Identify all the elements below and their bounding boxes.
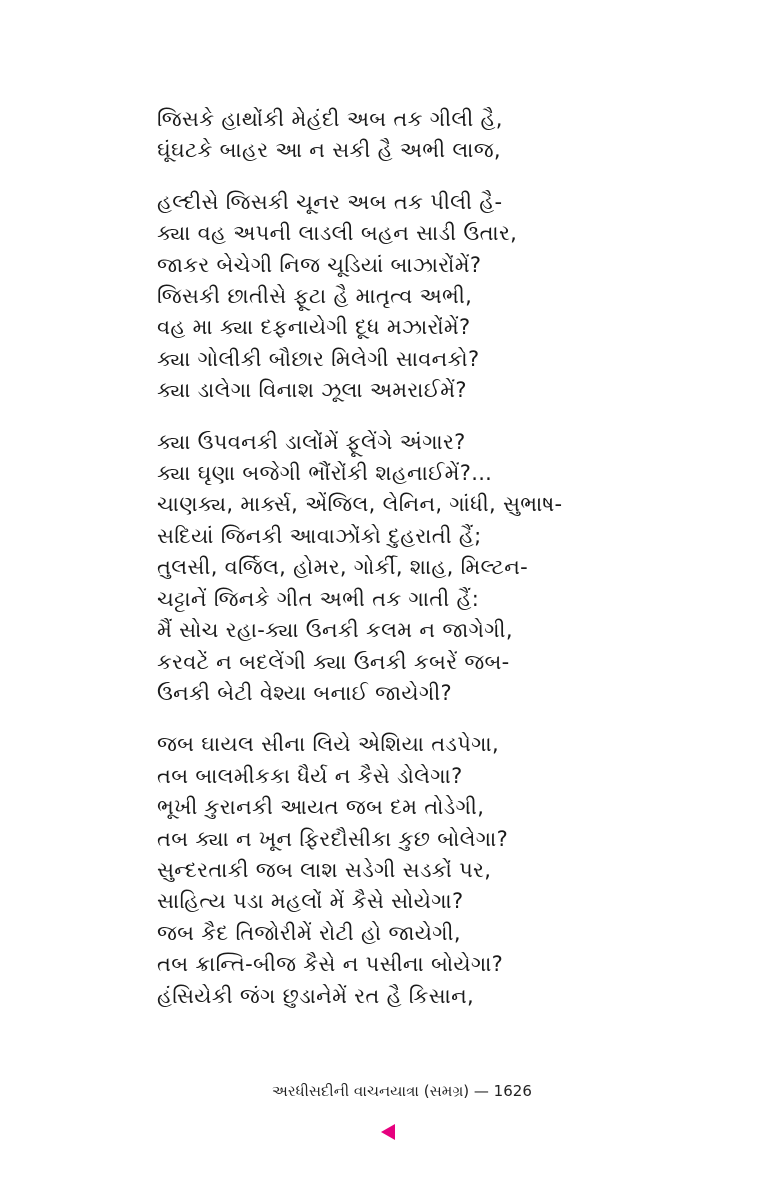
- poem-line: ઉનકી બેટી વેશ્યા બનાઈ જાયેગી?: [157, 680, 452, 705]
- poem-line: ઘૂંઘટકે બાહર આ ન સકી હૈ અભી લાજ,: [157, 138, 501, 163]
- poem-line: જબ કૈદ તિજોરીમેં રોટી હો જાયેગી,: [157, 920, 461, 945]
- poem-stanza-4: [157, 729, 627, 1012]
- poem-line: ક્યા વહ અપની લાડલી બહન સાડી ઉતાર,: [157, 221, 518, 246]
- poem-line: જિસકે હાથોંકી મેહંદી અબ તક ગીલી હૈ,: [157, 107, 503, 131]
- poem-line: ક્યા ગોલીકી બૌછાર મિલેગી સાવનકો?: [157, 346, 480, 371]
- left-triangle-icon[interactable]: [381, 1124, 395, 1140]
- poem-line: મૈં સોચ રહા-ક્યા ઉનકી કલમ ન જાગેગી,: [157, 618, 513, 643]
- poem-line: તબ બાલમીકકા ધૈર્ય ન કૈસે ડોલેગા?: [157, 763, 463, 788]
- poem-stanza-3: [157, 427, 627, 710]
- poem-line: ક્યા ઘૃણા બજેગી ભૌંરોંકી શહનાઈમેં?...: [157, 461, 493, 486]
- poem-line: જાકર બેચેગી નિજ ચૂડિયાં બાઝારોંમેં?: [157, 252, 482, 277]
- poem-line: ચાણક્ય, માર્ક્સ, એંજિલ, લેનિન, ગાંધી, સુભાષ-: [157, 492, 563, 517]
- poem-line: જિસકી છાતીસે ફૂટા હૈ માતૃત્વ અભી,: [157, 284, 473, 309]
- poem-line: ચટ્ટાનેં જિનકે ગીત અભી તક ગાતી હૈં:: [157, 586, 480, 611]
- poem-stanza-2: [157, 187, 627, 407]
- poem-line: ભૂખી કુરાનકી આયત જબ દમ તોડેગી,: [157, 795, 485, 820]
- poem-line: સદિયાં જિનકી આવાઝોંકો દુહરાતી હૈં;: [157, 523, 482, 548]
- poem-line: ક્યા ઉપવનકી ડાલોંમેં ફૂલેંગે અંગાર?: [157, 429, 466, 454]
- poem-body: [157, 104, 627, 1012]
- poem-line: ક્યા ડાલેગા વિનાશ ઝૂલા અમરાઈમેં?: [157, 378, 467, 403]
- poem-line: તુલસી, વર્જિલ, હોમર, ગોર્કી, શાહ, મિલ્ટન-: [157, 555, 529, 580]
- poem-line: હલ્દીસે જિસકી ચૂનર અબ તક પીલી હૈ-: [157, 189, 503, 214]
- page-footer: અરધીસદીની વાચનયાત્રા (સમગ્ર) — 1626: [272, 1082, 532, 1100]
- poem-stanza-1: [157, 104, 627, 167]
- poem-line: જબ ઘાયલ સીના લિયે એશિયા તડપેગા,: [157, 732, 499, 757]
- poem-line: તબ ક્રાન્તિ-બીજ કૈસે ન પસીના બોયેગા?: [157, 952, 504, 977]
- poem-line: તબ ક્યા ન ખૂન ફિરદૌસીકા કુછ બોલેગા?: [157, 826, 509, 851]
- poem-line: સાહિત્ય પડા મહલોં મેં કૈસે સોયેગા?: [157, 889, 464, 914]
- poem-line: વહ મા ક્યા દફનાયેગી દૂધ મઝારોંમેં?: [157, 315, 471, 340]
- poem-line: સુન્દરતાકી જબ લાશ સડેગી સડકોં પર,: [157, 857, 492, 882]
- poem-line: હંસિયેકી જંગ છુડાનેમેં રત હૈ કિસાન,: [157, 983, 475, 1008]
- poem-line: કરવટેં ન બદલેંગી ક્યા ઉનકી કબરેં જબ-: [157, 649, 510, 674]
